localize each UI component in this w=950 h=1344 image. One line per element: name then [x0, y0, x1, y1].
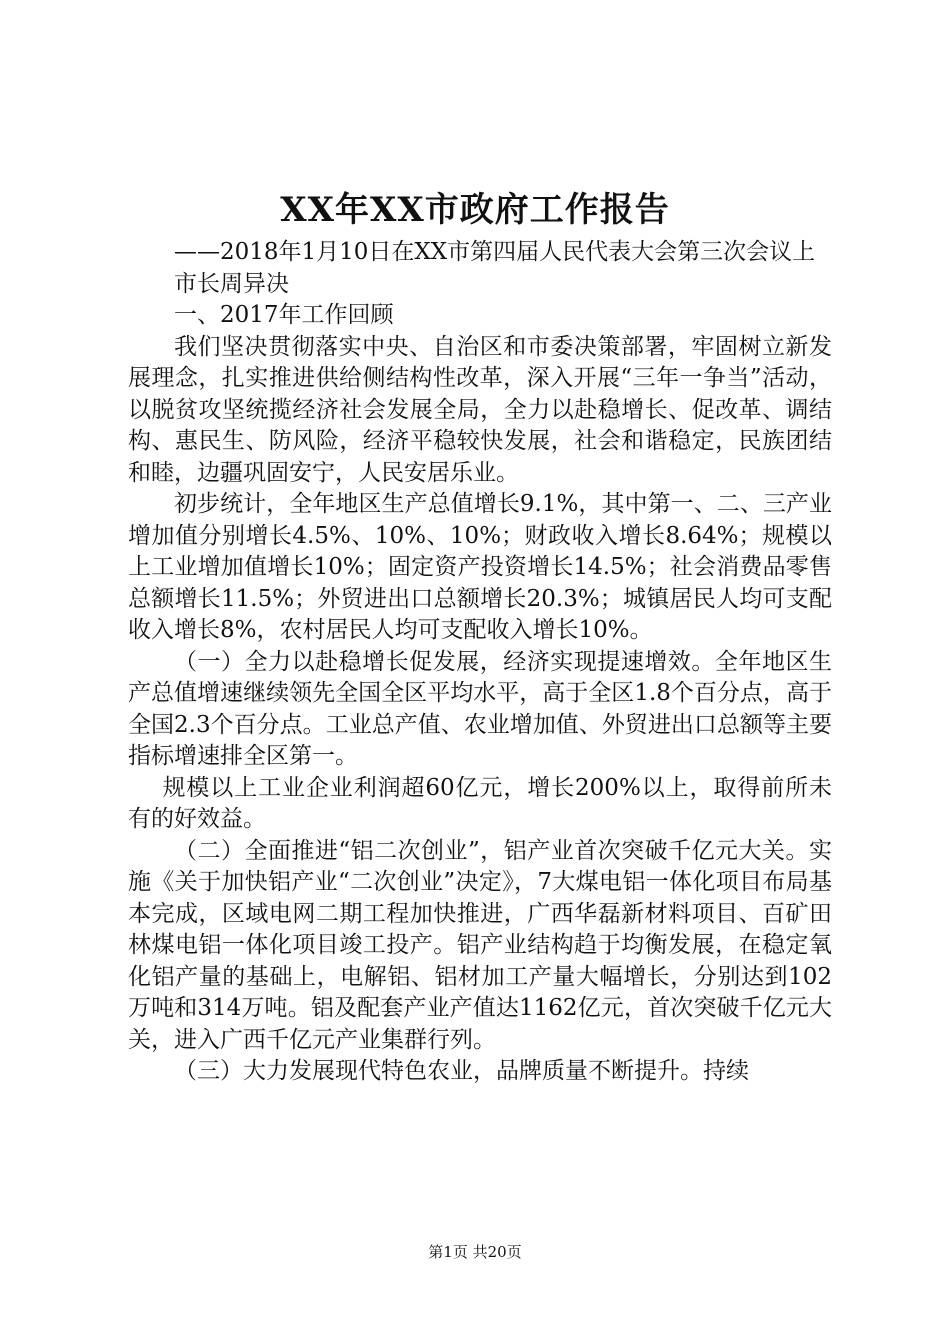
- paragraph: 初步统计，全年地区生产总值增长9.1%，其中第一、二、三产业增加值分别增长4.5%、10%、10%；财政收入增长8.64%；规模以上工业增加值增长10%；固定资产投资增长14.5%；社会消费品零售总额增长11.5%；外贸进出口总额增长20.3%；城镇居民人均可支配收入增长8%，农村居民人均可支配收入增长10%。: [128, 491, 832, 643]
- paragraph: 规模以上工业企业利润超60亿元，增长200%以上，取得前所未有的好效益。: [128, 774, 832, 832]
- paragraph: （三）大力发展现代特色农业，品牌质量不断提升。持续: [174, 1058, 749, 1084]
- page-title: XX年XX市政府工作报告: [280, 190, 670, 230]
- paragraph-subtitle: ——2018年1月10日在XX市第四届人民代表大会第三次会议上: [174, 239, 816, 265]
- paragraph-speaker: 市长周异决: [174, 270, 289, 297]
- paragraph: （一）全力以赴稳增长促发展，经济实现提速增效。全年地区生产总值增速继续领先全国全区平均水平，高于全区1.8个百分点，高于全国2.3个百分点。工业总产值、农业增加值、外贸进出口总额等主要指标增速排全区第一。: [128, 648, 832, 769]
- paragraph: （二）全面推进“铝二次创业”，铝产业首次突破千亿元大关。实施《关于加快铝产业“二次创业”决定》，7大煤电铝一体化项目布局基本完成，区域电网二期工程加快推进，广西华磊新材料项目、百矿田林煤电铝一体化项目竣工投产。铝产业结构趋于均衡发展，在稳定氧化铝产量的基础上，电解铝、铝材加工产量大幅增长，分别达到102万吨和314万吨。铝及配套产业产值达1162亿元，首次突破千亿元大关，进入广西千亿元产业集群行列。: [128, 837, 832, 1053]
- paragraph: 我们坚决贯彻落实中央、自治区和市委决策部署，牢固树立新发展理念，扎实推进供给侧结构性改革，深入开展“三年一争当”活动，以脱贫攻坚统揽经济社会发展全局，全力以赴稳增长、促改革、调结构、惠民生、防风险，经济平稳较快发展，社会和谐稳定，民族团结和睦，边疆巩固安宁，人民安居乐业。: [128, 333, 832, 486]
- section-heading: 一、2017年工作回顾: [174, 302, 394, 328]
- document-body: [128, 237, 832, 1088]
- page-footer: 第1页 共20页: [428, 1243, 522, 1261]
